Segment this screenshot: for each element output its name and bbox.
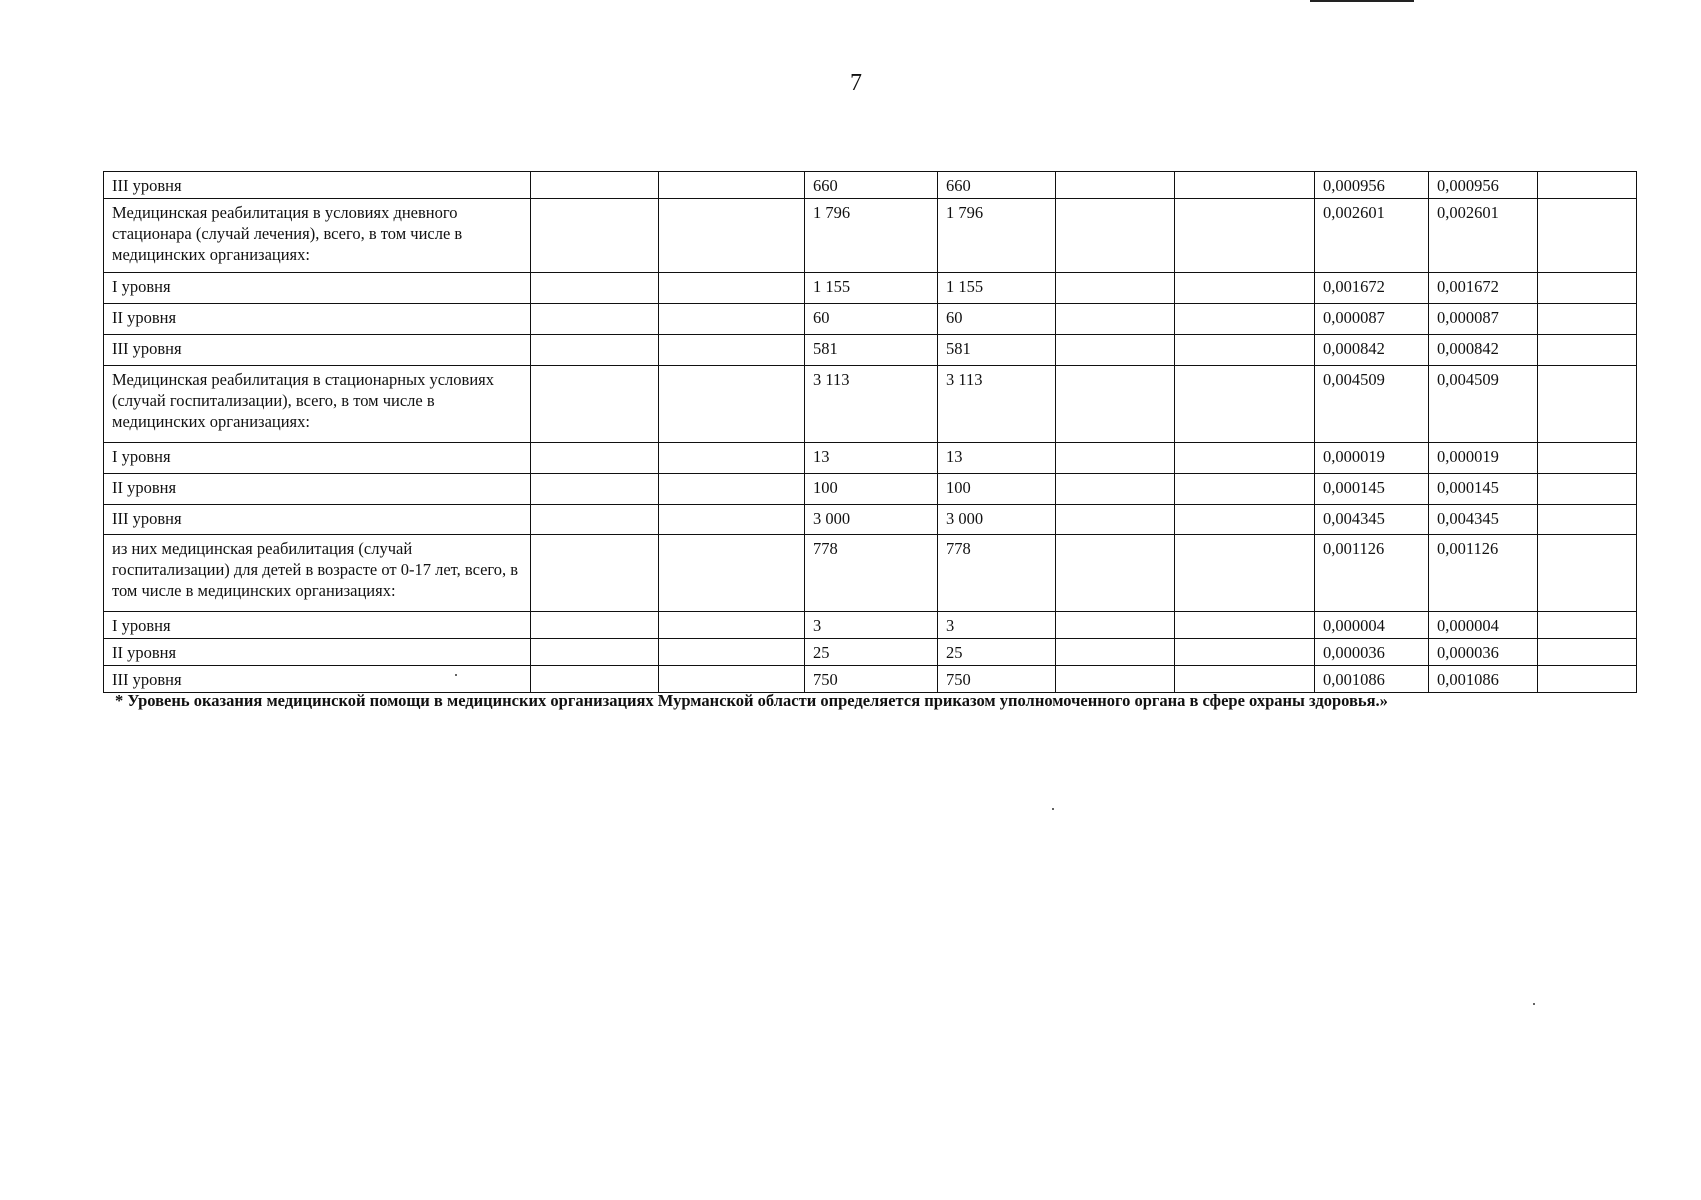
table-cell <box>1056 535 1175 612</box>
table-cell <box>659 335 805 366</box>
table-cell <box>1538 474 1637 505</box>
table-cell <box>1538 366 1637 443</box>
footnote: * Уровень оказания медицинской помощи в медицинских организациях Мурманской области определяется приказом уполномоченного органа в сфере охраны здоровья.» <box>115 691 1388 710</box>
table-cell <box>1538 666 1637 693</box>
table-cell <box>531 535 659 612</box>
table-row <box>104 612 1637 639</box>
table-cell <box>1175 443 1315 474</box>
table-cell: 3 000 <box>938 505 1056 535</box>
table-cell: 0,001086 <box>1429 666 1538 693</box>
table-cell <box>1175 335 1315 366</box>
table-cell <box>659 273 805 304</box>
table-cell: 0,004345 <box>1315 505 1429 535</box>
table-cell: 25 <box>805 639 938 666</box>
table-cell: 0,000842 <box>1429 335 1538 366</box>
table-cell: 0,001126 <box>1315 535 1429 612</box>
table-cell <box>1175 474 1315 505</box>
table-cell <box>1538 172 1637 199</box>
table-cell: 0,000087 <box>1429 304 1538 335</box>
table-cell: 3 113 <box>938 366 1056 443</box>
table-cell <box>1175 304 1315 335</box>
table-cell: 778 <box>805 535 938 612</box>
table-cell: 100 <box>938 474 1056 505</box>
table-cell <box>531 172 659 199</box>
table-cell: 0,000019 <box>1429 443 1538 474</box>
table-cell <box>1538 273 1637 304</box>
table-cell <box>1538 443 1637 474</box>
table-cell <box>659 199 805 273</box>
table-cell: 0,000145 <box>1315 474 1429 505</box>
table-cell: 1 796 <box>805 199 938 273</box>
table-cell <box>1175 639 1315 666</box>
table-cell: 3 <box>805 612 938 639</box>
table-cell <box>1538 639 1637 666</box>
table-cell <box>1056 612 1175 639</box>
scan-speck <box>455 674 457 676</box>
table-cell: 0,000087 <box>1315 304 1429 335</box>
table-cell: 750 <box>938 666 1056 693</box>
table-cell: 0,004509 <box>1429 366 1538 443</box>
row-label: Медицинская реабилитация в стационарных условиях (случай госпитализации), всего, в том числе в медицинских организациях: <box>104 366 531 443</box>
table-cell: 1 155 <box>938 273 1056 304</box>
row-label: I уровня <box>104 443 531 474</box>
table-cell <box>531 639 659 666</box>
row-label: III уровня <box>104 172 531 199</box>
row-label: II уровня <box>104 304 531 335</box>
table-row <box>104 366 1637 443</box>
table-cell <box>1056 304 1175 335</box>
table-cell <box>659 366 805 443</box>
table-cell: 0,002601 <box>1315 199 1429 273</box>
table-cell <box>1538 304 1637 335</box>
table-cell: 3 <box>938 612 1056 639</box>
table-cell <box>1056 199 1175 273</box>
table-cell <box>531 474 659 505</box>
table-row <box>104 304 1637 335</box>
table-cell <box>1056 666 1175 693</box>
table-cell <box>531 612 659 639</box>
row-label: II уровня <box>104 474 531 505</box>
table-cell <box>659 612 805 639</box>
table-row <box>104 505 1637 535</box>
table-row <box>104 443 1637 474</box>
table-cell <box>1175 535 1315 612</box>
table-cell: 13 <box>938 443 1056 474</box>
table-cell: 3 113 <box>805 366 938 443</box>
page-number: 7 <box>850 70 862 96</box>
row-label: Медицинская реабилитация в условиях дневного стационара (случай лечения), всего, в том числе в медицинских организациях: <box>104 199 531 273</box>
table-cell: 0,002601 <box>1429 199 1538 273</box>
table-cell <box>1538 612 1637 639</box>
table-cell: 0,001126 <box>1429 535 1538 612</box>
table-cell: 25 <box>938 639 1056 666</box>
table-cell: 0,000036 <box>1429 639 1538 666</box>
table-cell <box>659 172 805 199</box>
table-cell <box>1056 443 1175 474</box>
table-cell: 0,000004 <box>1315 612 1429 639</box>
table-cell: 0,004509 <box>1315 366 1429 443</box>
table-cell <box>659 666 805 693</box>
table-cell: 0,001086 <box>1315 666 1429 693</box>
table-cell <box>1175 172 1315 199</box>
table-cell: 0,000036 <box>1315 639 1429 666</box>
table-cell: 778 <box>938 535 1056 612</box>
table-cell <box>531 273 659 304</box>
table-cell: 100 <box>805 474 938 505</box>
table-cell: 1 796 <box>938 199 1056 273</box>
table-row <box>104 273 1637 304</box>
table-cell <box>1538 505 1637 535</box>
table-cell: 581 <box>805 335 938 366</box>
table-cell <box>659 474 805 505</box>
table-cell: 0,000004 <box>1429 612 1538 639</box>
table-cell: 13 <box>805 443 938 474</box>
table-row <box>104 474 1637 505</box>
table-cell: 3 000 <box>805 505 938 535</box>
table-cell <box>659 639 805 666</box>
table-cell: 660 <box>805 172 938 199</box>
table-row <box>104 335 1637 366</box>
scan-speck <box>1052 808 1054 810</box>
table-row <box>104 666 1637 693</box>
table-cell <box>1056 639 1175 666</box>
table-cell: 0,000956 <box>1429 172 1538 199</box>
table-cell <box>1056 366 1175 443</box>
table-cell <box>531 666 659 693</box>
row-label: III уровня <box>104 505 531 535</box>
table-cell: 60 <box>805 304 938 335</box>
table-cell <box>659 535 805 612</box>
row-label: III уровня <box>104 335 531 366</box>
scan-speck <box>1533 1003 1535 1005</box>
table-cell <box>531 335 659 366</box>
table-cell <box>1175 612 1315 639</box>
table-cell: 60 <box>938 304 1056 335</box>
table-row <box>104 199 1637 273</box>
table-cell <box>1175 199 1315 273</box>
table-cell <box>1056 335 1175 366</box>
table-cell: 0,000145 <box>1429 474 1538 505</box>
table-cell <box>1175 366 1315 443</box>
table-cell <box>531 304 659 335</box>
table-cell <box>659 443 805 474</box>
row-label: I уровня <box>104 273 531 304</box>
top-rule <box>1310 0 1414 2</box>
table-cell: 0,004345 <box>1429 505 1538 535</box>
table-row <box>104 535 1637 612</box>
table-cell <box>531 199 659 273</box>
table-cell <box>531 366 659 443</box>
table-cell <box>659 304 805 335</box>
table-row <box>104 172 1637 199</box>
table-cell: 0,001672 <box>1315 273 1429 304</box>
table-cell <box>1538 199 1637 273</box>
table-cell: 581 <box>938 335 1056 366</box>
table-cell: 750 <box>805 666 938 693</box>
data-table <box>103 171 1637 693</box>
table-cell <box>531 443 659 474</box>
table-cell: 0,000019 <box>1315 443 1429 474</box>
table-cell: 1 155 <box>805 273 938 304</box>
table-cell <box>1538 535 1637 612</box>
table-cell <box>1175 666 1315 693</box>
table-cell: 660 <box>938 172 1056 199</box>
table-cell <box>659 505 805 535</box>
row-label: I уровня <box>104 612 531 639</box>
table-row <box>104 639 1637 666</box>
table-cell <box>1175 505 1315 535</box>
table-cell <box>531 505 659 535</box>
table-cell <box>1538 335 1637 366</box>
table-cell <box>1056 474 1175 505</box>
row-label: III уровня <box>104 666 531 693</box>
table-cell <box>1056 172 1175 199</box>
row-label: из них медицинская реабилитация (случай госпитализации) для детей в возрасте от 0-17 лет, всего, в том числе в медицинских организациях: <box>104 535 531 612</box>
table-cell <box>1175 273 1315 304</box>
table-cell <box>1056 273 1175 304</box>
table-cell: 0,000956 <box>1315 172 1429 199</box>
table-cell: 0,000842 <box>1315 335 1429 366</box>
row-label: II уровня <box>104 639 531 666</box>
table-cell: 0,001672 <box>1429 273 1538 304</box>
table-cell <box>1056 505 1175 535</box>
